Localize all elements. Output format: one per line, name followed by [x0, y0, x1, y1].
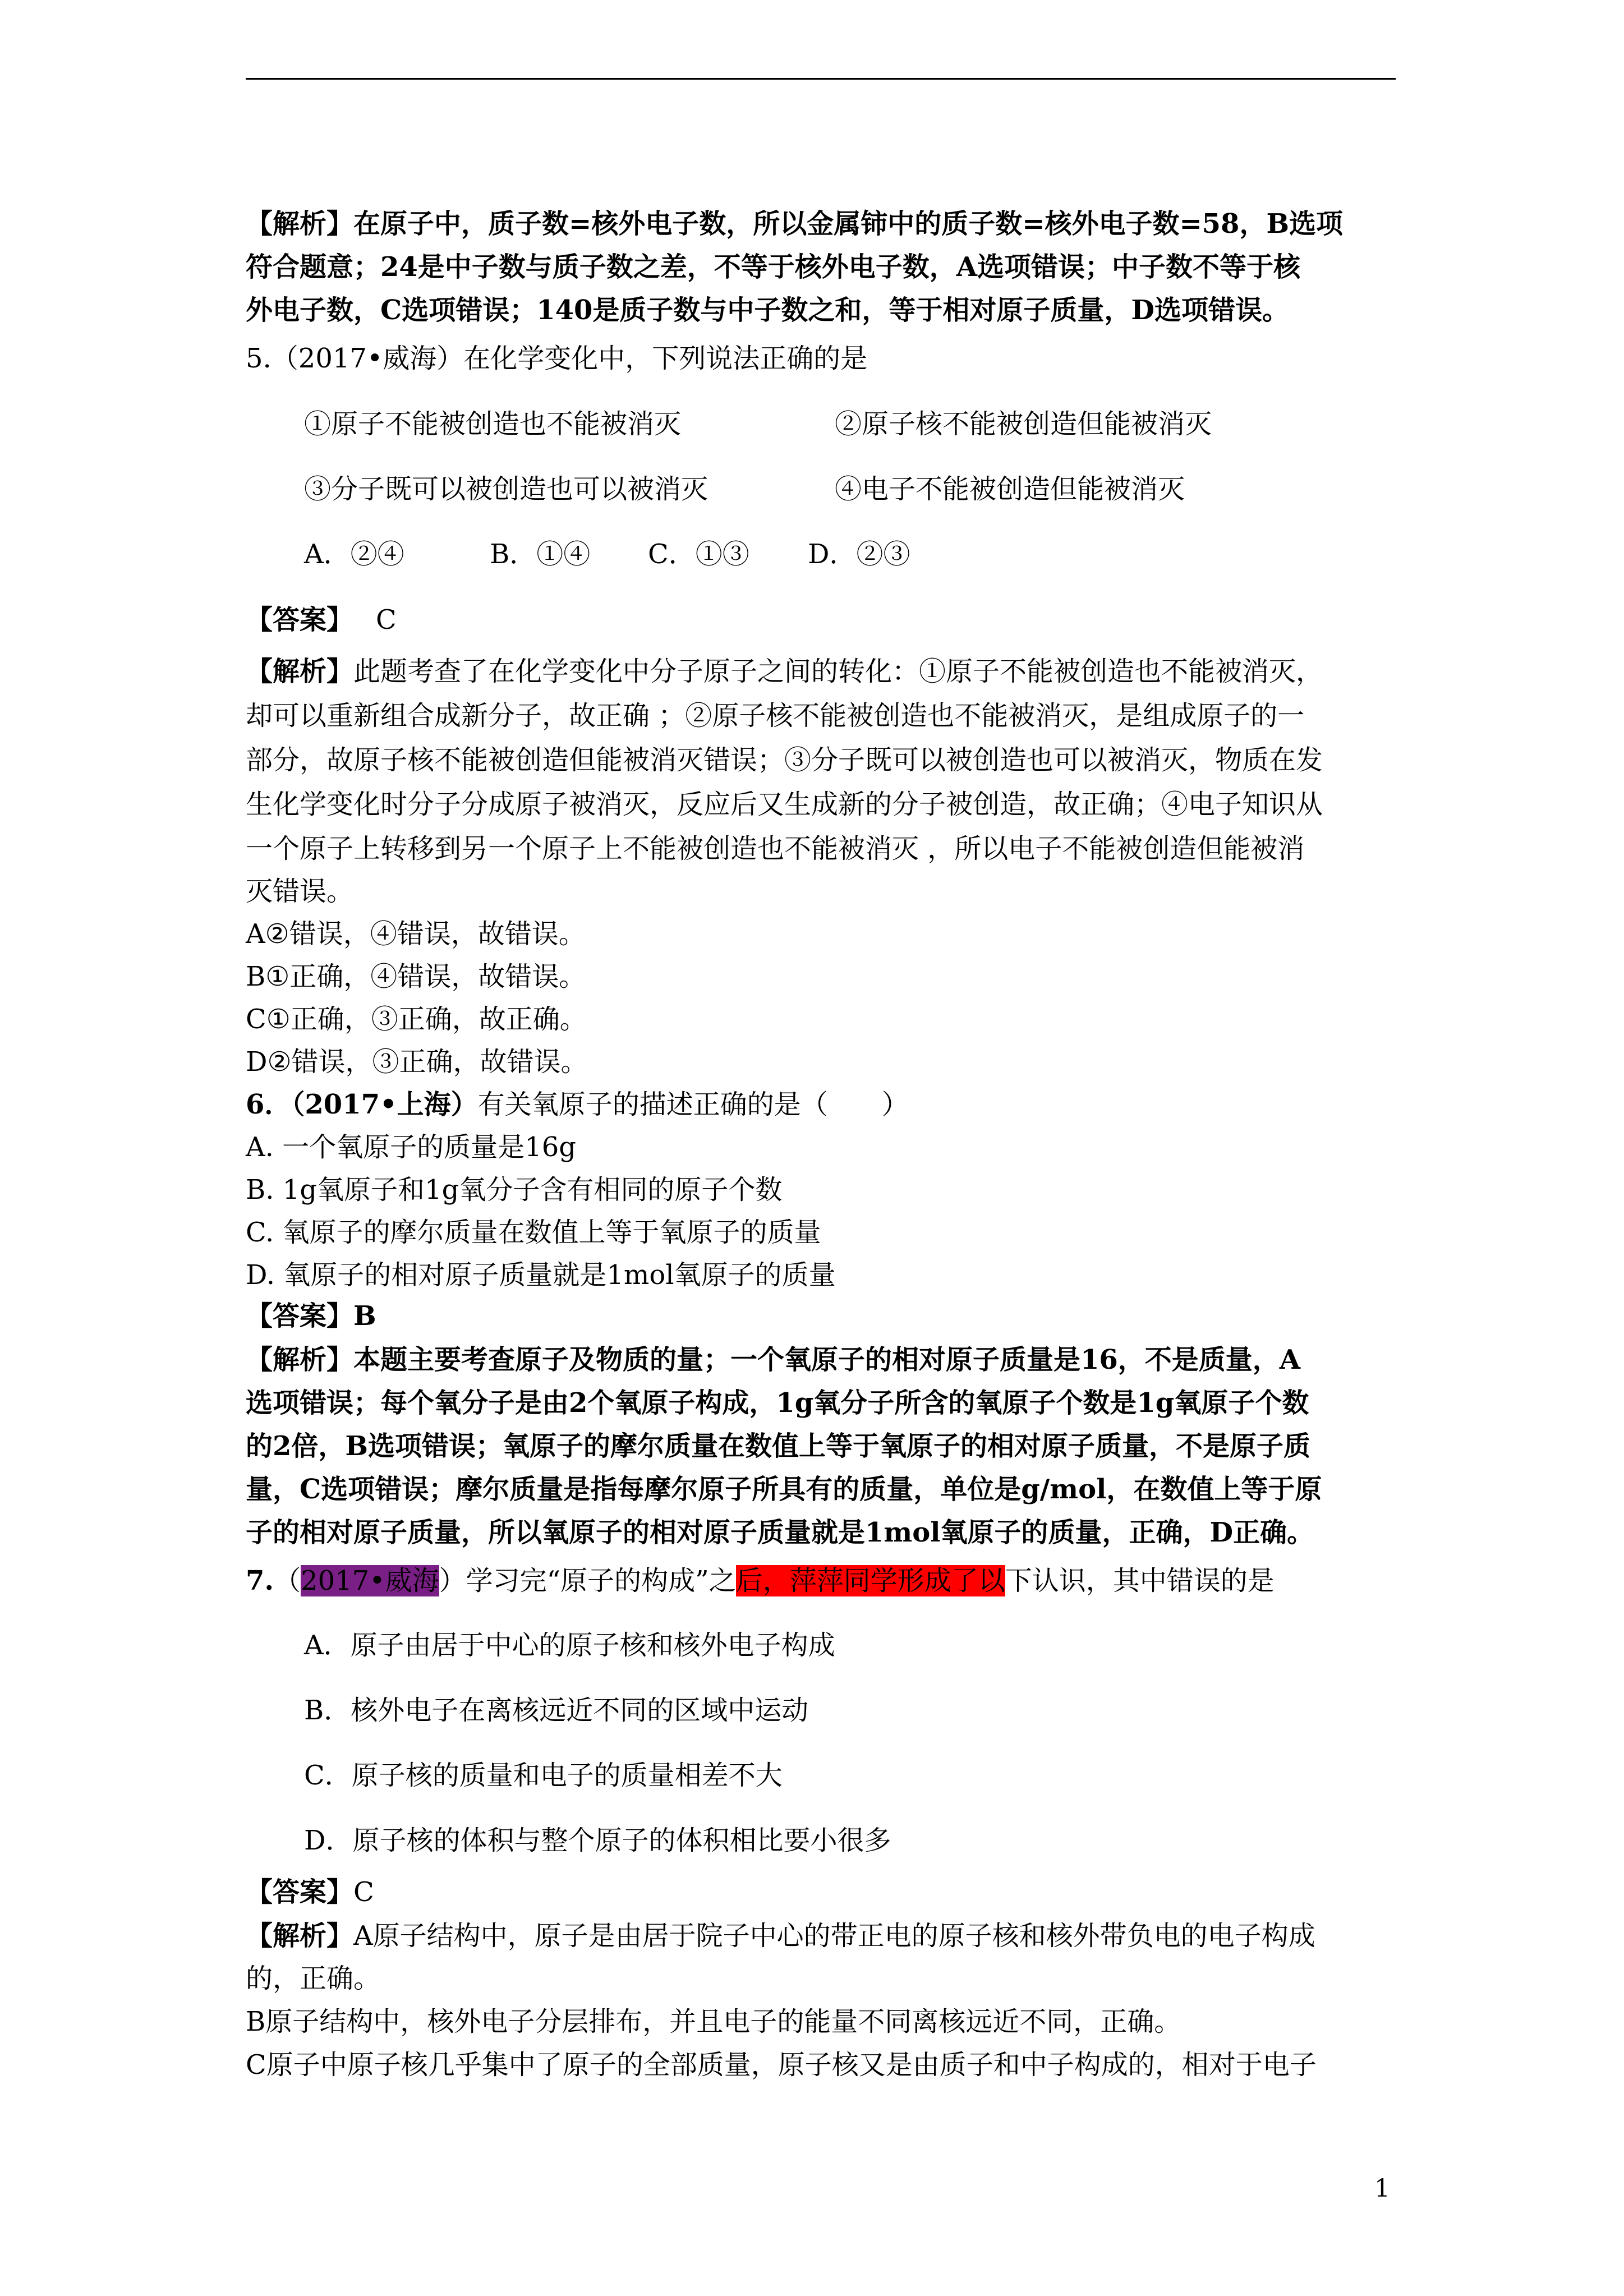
- q7-explanation-line: B原子结构中，核外电子分层排布，并且电子的能量不同离核远近不同，正确。: [246, 2006, 1181, 2037]
- q7-stem: [246, 1563, 1275, 1599]
- answer-label: 【答案】: [246, 1876, 354, 1908]
- answer-label: 【答案】: [246, 604, 354, 636]
- question-number: 7.: [246, 1565, 274, 1596]
- q5-explanation-line: 一个原子上转移到另一个原子上不能被创造也不能被消灭 ，所以电子不能被创造但能被消: [246, 833, 1305, 864]
- q7-option-b: B．核外电子在离核远近不同的区域中运动: [304, 1695, 809, 1726]
- question-source: （2017•上海）: [291, 1089, 478, 1120]
- q6-explanation-line: 【解析】本题主要考查原子及物质的量；一个氧原子的相对原子质量是16，不是质量，A: [246, 1344, 1301, 1375]
- q6-option-c: C. 氧原子的摩尔质量在数值上等于氧原子的质量: [246, 1217, 821, 1248]
- explanation-label: 【解析】: [246, 656, 354, 687]
- q5-statement-3: ③分子既可以被创造也可以被消灭: [304, 473, 709, 505]
- q5-statement-1: ①原子不能被创造也不能被消灭: [304, 408, 682, 440]
- q5-option-d: D．②③: [808, 539, 910, 570]
- q6-stem: [246, 1087, 909, 1122]
- q5-answer: [246, 602, 397, 638]
- answer-value: C: [353, 1876, 374, 1908]
- stem-text: ）学习完“原子的构成”之: [439, 1565, 736, 1596]
- source-highlight: 2017•威海: [301, 1565, 439, 1596]
- explanation-label: 【解析】: [246, 1920, 354, 1952]
- q5-explanation-line: [246, 654, 1323, 689]
- q5-explanation-line: 部分，故原子核不能被创造但能被消灭错误；③分子既可以被创造也可以被消灭，物质在发: [246, 744, 1323, 776]
- page-number: 1: [1374, 2174, 1390, 2203]
- question-text: 有关氧原子的描述正确的是（ ）: [477, 1089, 909, 1120]
- q6-explanation-line: 量，C选项错误；摩尔质量是指每摩尔原子所具有的质量，单位是g/mol，在数值上等于原: [246, 1474, 1322, 1505]
- q7-explanation-line: C原子中原子核几乎集中了原子的全部质量，原子核又是由质子和中子构成的，相对于电子: [246, 2049, 1317, 2081]
- q5-explanation-option-c: C①正确，③正确，故正确。: [246, 1004, 587, 1035]
- paren-open: （: [274, 1565, 301, 1596]
- q5-option-c: C．①③: [648, 539, 749, 570]
- q5-explanation-option-d: D②错误，③正确，故错误。: [246, 1046, 588, 1078]
- stem-text: 下认识，其中错误的是: [1005, 1565, 1275, 1596]
- q5-statement-4: ④电子不能被创造但能被消灭: [835, 473, 1185, 505]
- explanation-text: 此题考查了在化学变化中分子原子之间的转化：①原子不能被创造也不能被消灭，: [353, 656, 1323, 687]
- q6-option-d: D. 氧原子的相对原子质量就是1mol氧原子的质量: [246, 1259, 836, 1291]
- q6-answer: 【答案】B: [246, 1300, 376, 1332]
- q5-explanation-option-b: B①正确，④错误，故错误。: [246, 961, 586, 992]
- q7-explanation-line: 的，正确。: [246, 1963, 381, 1994]
- q6-explanation-line: 的2倍，B选项错误；氧原子的摩尔质量在数值上等于氧原子的相对原子质量，不是原子质: [246, 1430, 1310, 1462]
- header-rule: [246, 78, 1396, 80]
- q5-stem: 5.（2017•威海）在化学变化中，下列说法正确的是: [246, 343, 868, 374]
- q5-explanation-line: 却可以重新组合成新分子，故正确 ；②原子核不能被创造也不能被消灭，是组成原子的一: [246, 700, 1305, 731]
- answer-value: C: [376, 604, 397, 636]
- q5-option-b: B．①④: [490, 539, 591, 570]
- q4-explanation-line: 外电子数，C选项错误；140是质子数与中子数之和，等于相对原子质量，D选项错误。: [246, 295, 1290, 326]
- q6-option-b: B. 1g氧原子和1g氧分子含有相同的原子个数: [246, 1174, 783, 1205]
- q7-option-d: D．原子核的体积与整个原子的体积相比要小很多: [304, 1825, 891, 1856]
- q7-answer: [246, 1874, 374, 1910]
- q6-explanation-line: 选项错误；每个氧分子是由2个氧原子构成，1g氧分子所含的氧原子个数是1g氧原子个数: [246, 1387, 1309, 1419]
- q5-explanation-line: 灭错误。: [246, 876, 354, 907]
- red-highlight: 后，萍萍同学形成了以: [735, 1565, 1005, 1596]
- q5-option-a: A．②④: [304, 539, 404, 570]
- explanation-text: A原子结构中，原子是由居于院子中心的带正电的原子核和核外带负电的电子构成: [353, 1920, 1315, 1952]
- q7-explanation-line: [246, 1918, 1315, 1954]
- q5-explanation-line: 生化学变化时分子分成原子被消灭，反应后又生成新的分子被创造，故正确；④电子知识从: [246, 789, 1323, 820]
- q4-explanation-line: 符合题意；24是中子数与质子数之差，不等于核外电子数，A选项错误；中子数不等于核: [246, 251, 1301, 283]
- question-number: 6．: [246, 1089, 292, 1120]
- q5-statement-2: ②原子核不能被创造但能被消灭: [835, 408, 1212, 440]
- q6-explanation-line: 子的相对原子质量，所以氧原子的相对原子质量就是1mol氧原子的质量，正确，D正确。: [246, 1517, 1314, 1548]
- q7-option-a: A．原子由居于中心的原子核和核外电子构成: [304, 1630, 835, 1661]
- q4-explanation-line: 【解析】在原子中，质子数=核外电子数，所以金属铈中的质子数=核外电子数=58，B选项: [246, 208, 1344, 240]
- q7-option-c: C．原子核的质量和电子的质量相差不大: [304, 1760, 783, 1791]
- q5-explanation-option-a: A②错误，④错误，故错误。: [246, 918, 586, 950]
- q6-option-a: A. 一个氧原子的质量是16g: [246, 1131, 576, 1163]
